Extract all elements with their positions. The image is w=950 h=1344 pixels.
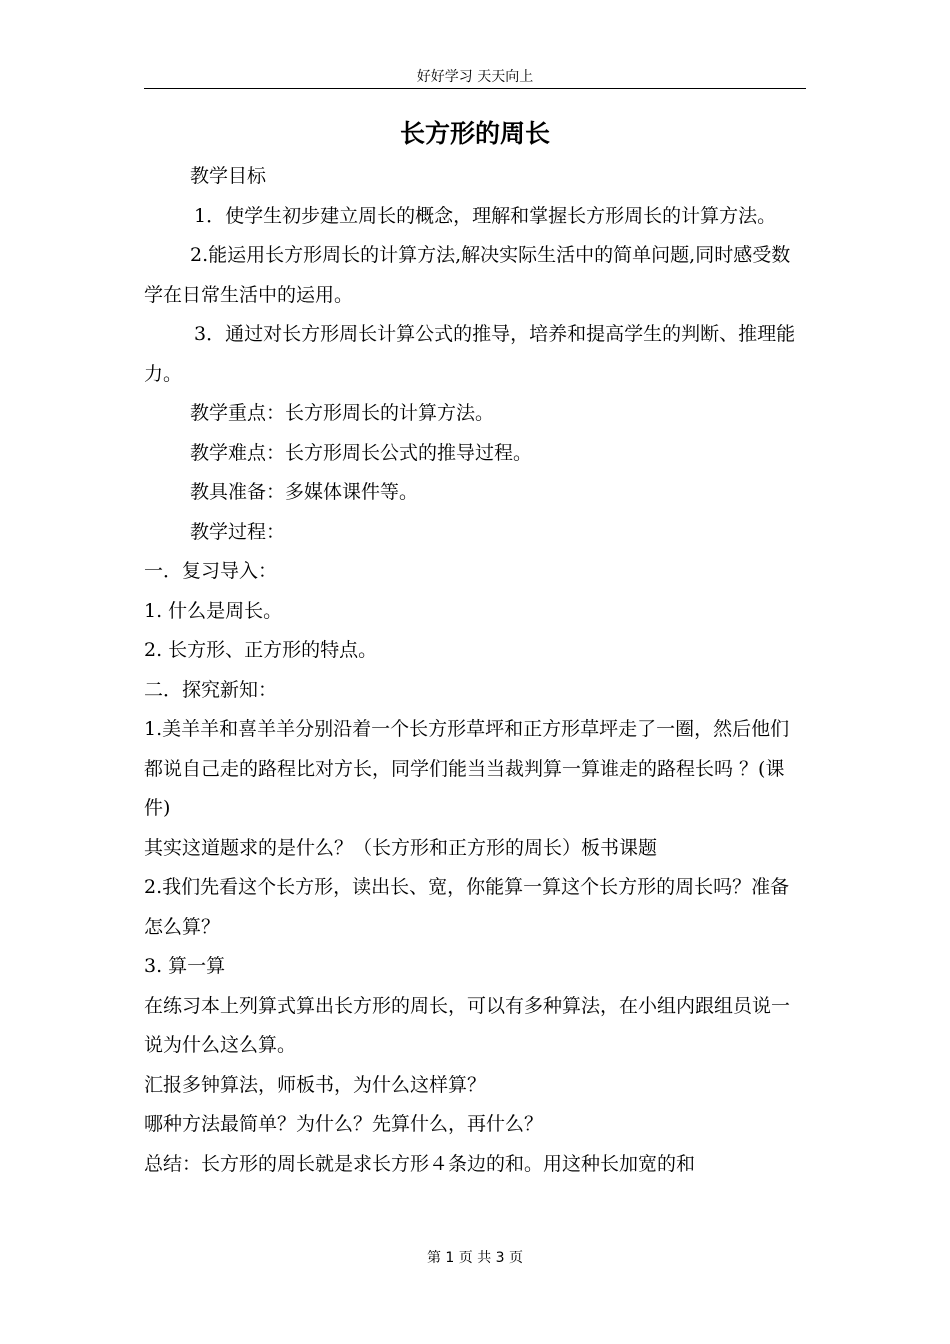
objective-1: 1．使学生初步建立周长的概念，理解和掌握长方形周长的计算方法。 [194,204,777,227]
explore-item-3: 3. 算一算 [144,955,226,977]
explore-item-1: 1.美羊羊和喜羊羊分别沿着一个长方形草坪和正方形草坪走了一圈，然后他们都说自己走的路程比对方长，同学们能当当裁判算一算谁走的路程长吗 ？(课件) [144,718,790,819]
section-review: 一．复习导入： [144,560,278,582]
practice-instruction: 在练习本上列算式算出长方形的周长，可以有多种算法，在小组内跟组员说一说为什么这么算。 [144,994,791,1056]
objective-2: 2.能运用长方形周长的计算方法,解决实际生活中的简单问题,同时感受数学在日常生活中的运用。 [144,244,791,306]
summary: 总结：长方形的周长就是求长方形４条边的和。用这种长加宽的和 [144,1152,696,1175]
document-body [144,157,806,1184]
section-explore: 二．探究新知： [144,678,278,701]
review-item-1: 1. 什么是周长。 [144,599,283,622]
page-header: 好好学习 天天向上 [416,69,534,85]
objective-3: 3．通过对长方形周长计算公式的推导，培养和提高学生的判断、推理能力。 [144,323,796,385]
teaching-aids: 教具准备：多媒体课件等。 [190,481,419,503]
teaching-key-point: 教学重点：长方形周长的计算方法。 [190,402,495,424]
section-heading-objectives: 教学目标 [190,165,267,187]
explore-item-2: 2.我们先看这个长方形，读出长、宽，你能算一算这个长方形的周长吗？准备怎么算？ [144,876,790,938]
page-footer: 第 1 页 共 3 页 [426,1250,524,1266]
explore-question: 其实这道题求的是什么？（长方形和正方形的周长）板书课题 [144,836,658,859]
document-title: 长方形的周长 [399,119,550,148]
header-rule [144,88,806,89]
review-item-2: 2. 长方形、正方形的特点。 [144,639,378,661]
teaching-difficulty: 教学难点：长方形周长公式的推导过程。 [190,441,533,464]
teaching-process-heading: 教学过程： [190,520,286,543]
simplest-method-question: 哪种方法最简单？为什么？先算什么，再什么？ [144,1113,544,1135]
report-methods: 汇报多钟算法，师板书，为什么这样算？ [144,1073,487,1096]
